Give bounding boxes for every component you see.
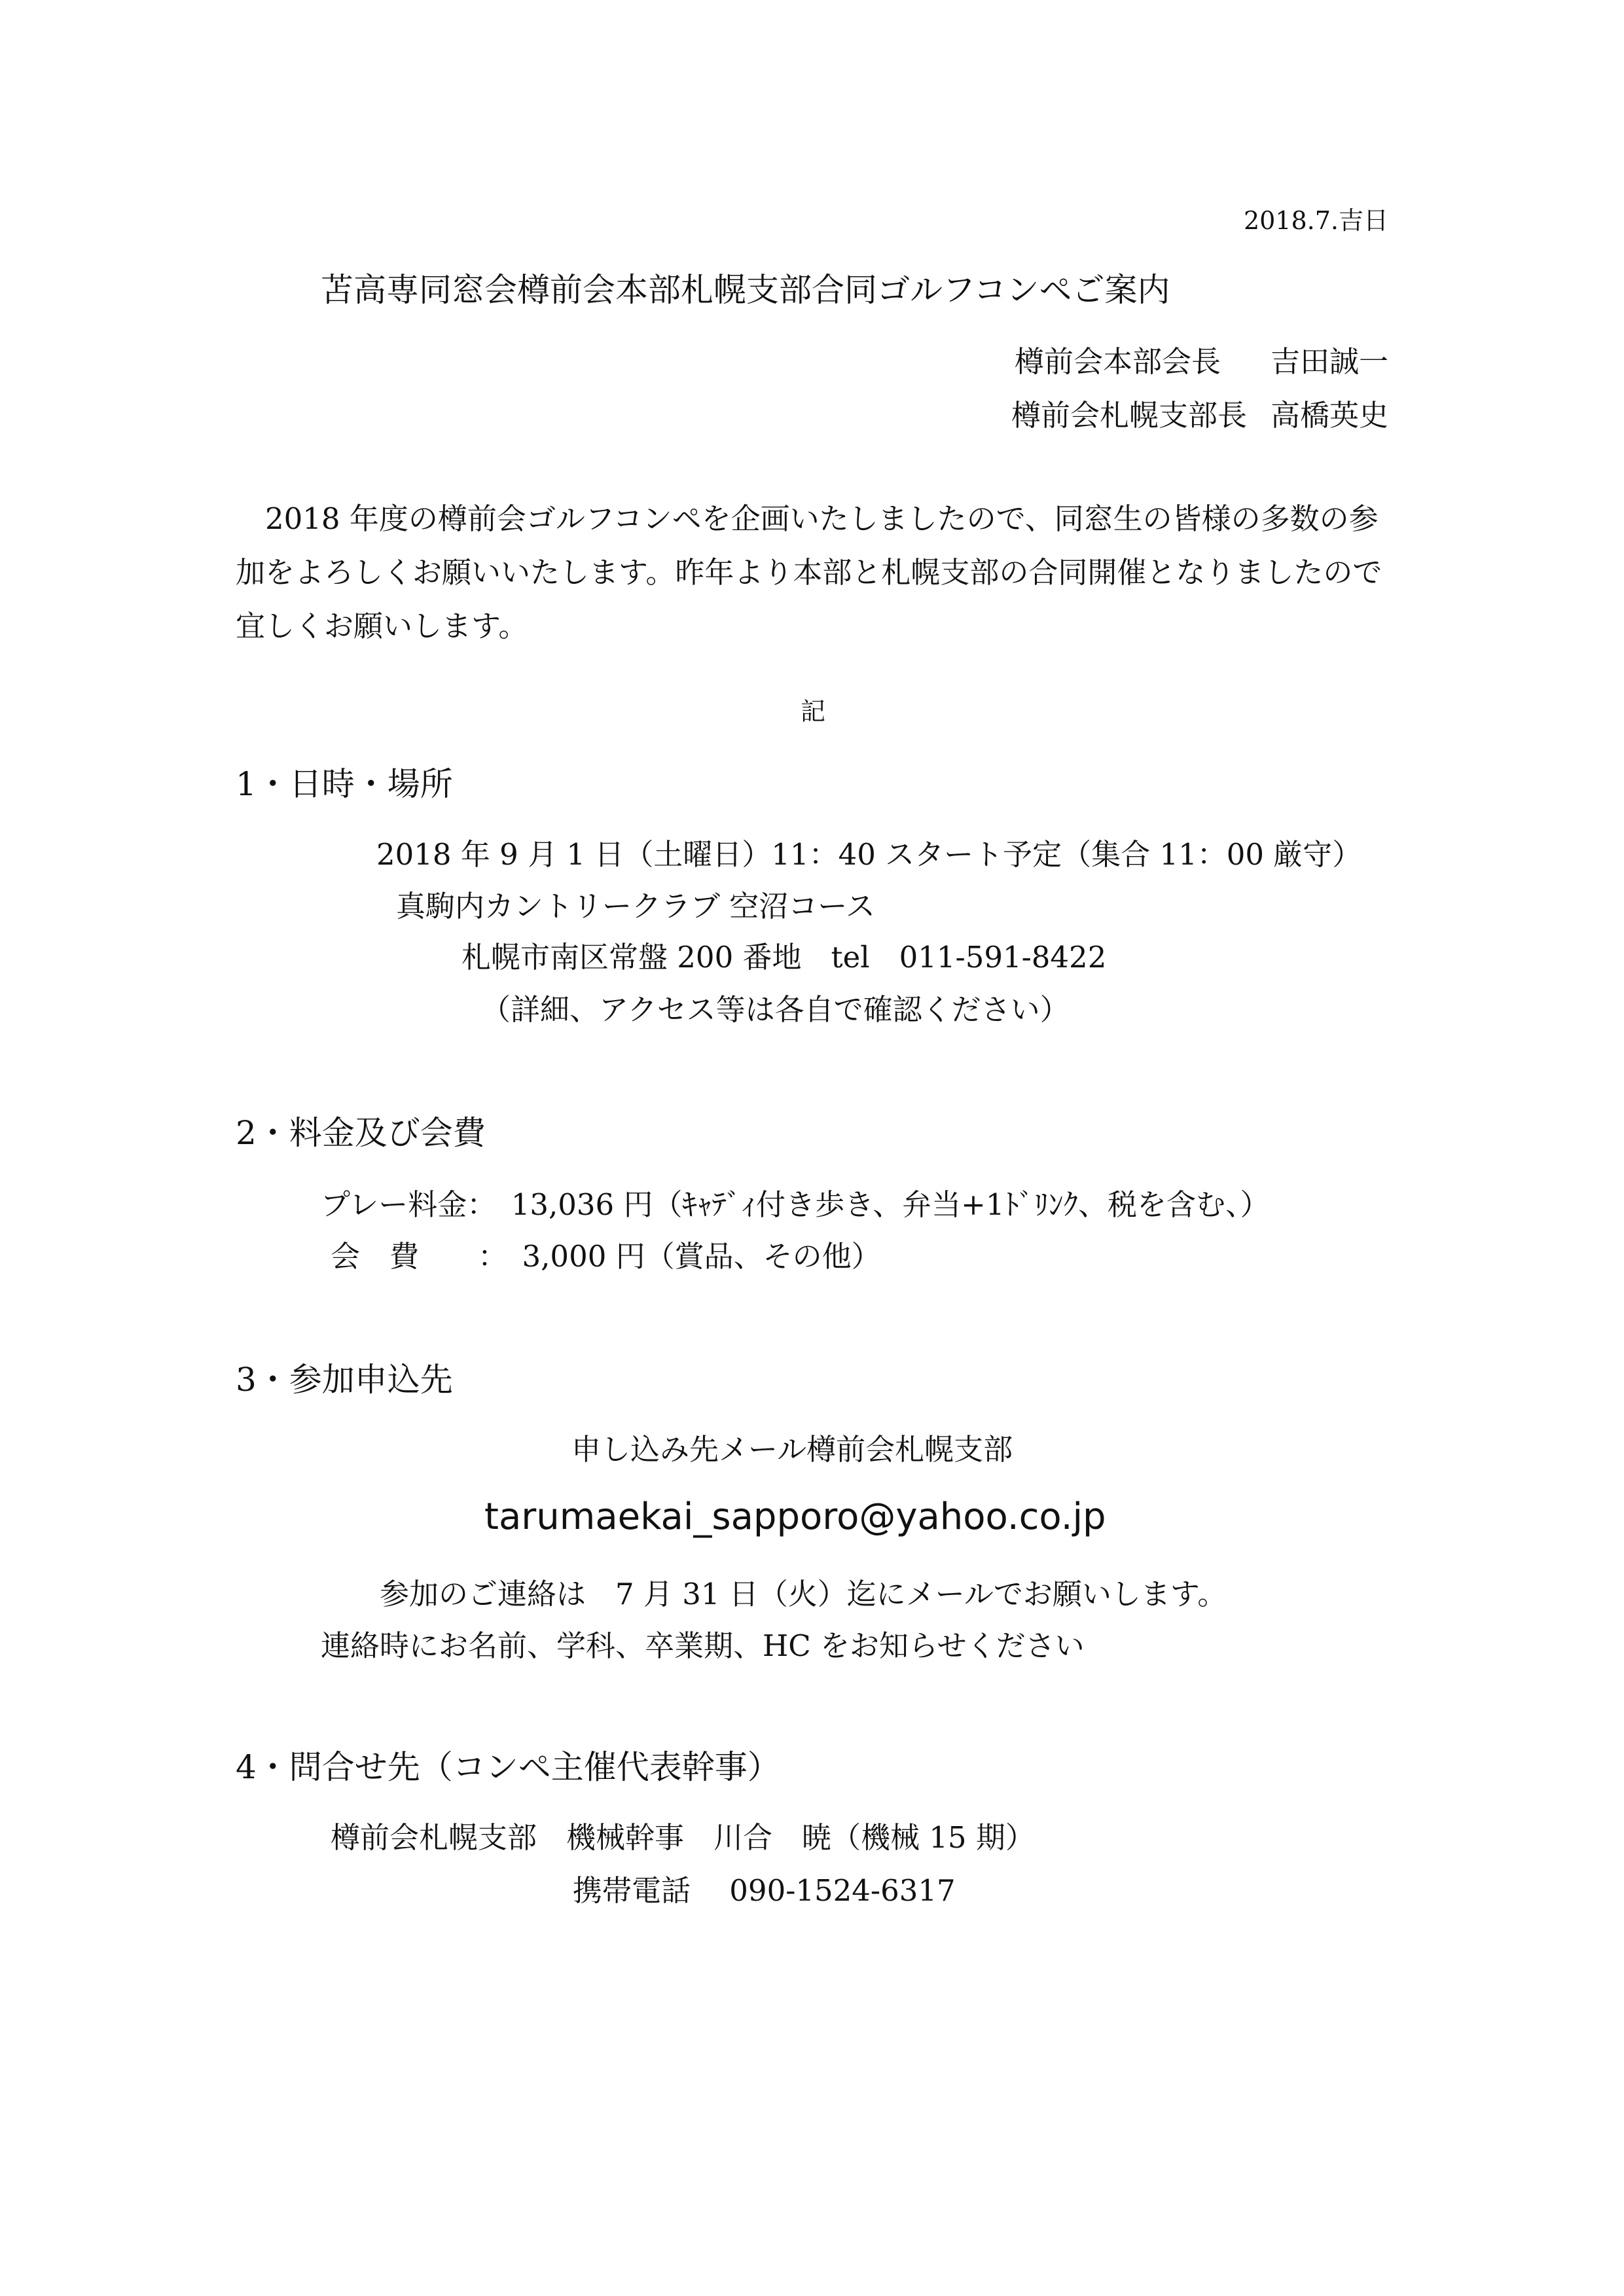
play-fee: プレー料金： 13,036 円（ｷｬﾃﾞｨ付き歩き、弁当+1ﾄﾞﾘﾝｸ、税を含む、） [321, 1187, 1270, 1222]
event-venue: 真駒内カントリークラブ 空沼コース [396, 889, 876, 924]
ki-marker: 記 [801, 697, 826, 726]
document-date: 2018.7.吉日 [1243, 206, 1388, 235]
application-destination: 申し込み先メール樽前会札幌支部 [571, 1432, 1013, 1467]
event-address: 札幌市南区常盤 200 番地 tel 011-591-8422 [461, 940, 1107, 975]
intro-paragraph: 2018 年度の樽前会ゴルフコンペを企画いたしましたので、同窓生の皆様の多数の参加をよろしくお願いいたします。昨年より本部と札幌支部の合同開催となりましたので宜しくお願いします。 [236, 501, 1382, 643]
sender-name: 高橋英史 [1270, 398, 1388, 433]
info-request: 連絡時にお名前、学科、卒業期、HC をお知らせください [321, 1628, 1085, 1663]
membership-fee: 会 費 ： 3,000 円（賞品、その他） [331, 1239, 881, 1274]
sender-role: 樽前会本部会長 [1014, 344, 1221, 379]
section-3-heading: 3・参加申込先 [236, 1361, 453, 1399]
sender-president [1014, 344, 1388, 379]
organizer-contact: 樽前会札幌支部 機械幹事 川合 暁（機械 15 期） [331, 1820, 1035, 1855]
application-deadline: 参加のご連絡は 7 月 31 日（火）迄にメールでお願いします。 [380, 1577, 1227, 1611]
section-2-heading: 2・料金及び会費 [236, 1114, 486, 1152]
contact-email: tarumaekai_sapporo@yahoo.co.jp [484, 1496, 1106, 1538]
sender-name: 吉田誠一 [1270, 344, 1388, 379]
organizer-phone: 携帯電話 090-1524-6317 [573, 1873, 956, 1908]
event-note: （詳細、アクセス等は各自で確認ください） [481, 992, 1070, 1027]
section-4-heading: 4・問合せ先（コンペ主催代表幹事） [236, 1748, 780, 1786]
document-title: 苫高専同窓会樽前会本部札幌支部合同ゴルフコンペご案内 [321, 271, 1170, 309]
sender-branch-head [1011, 398, 1388, 433]
section-1-heading: 1・日時・場所 [236, 765, 453, 803]
sender-role: 樽前会札幌支部長 [1011, 398, 1247, 433]
event-datetime: 2018 年 9 月 1 日（土曜日）11：40 スタート予定（集合 11：00 厳守） [376, 837, 1362, 872]
